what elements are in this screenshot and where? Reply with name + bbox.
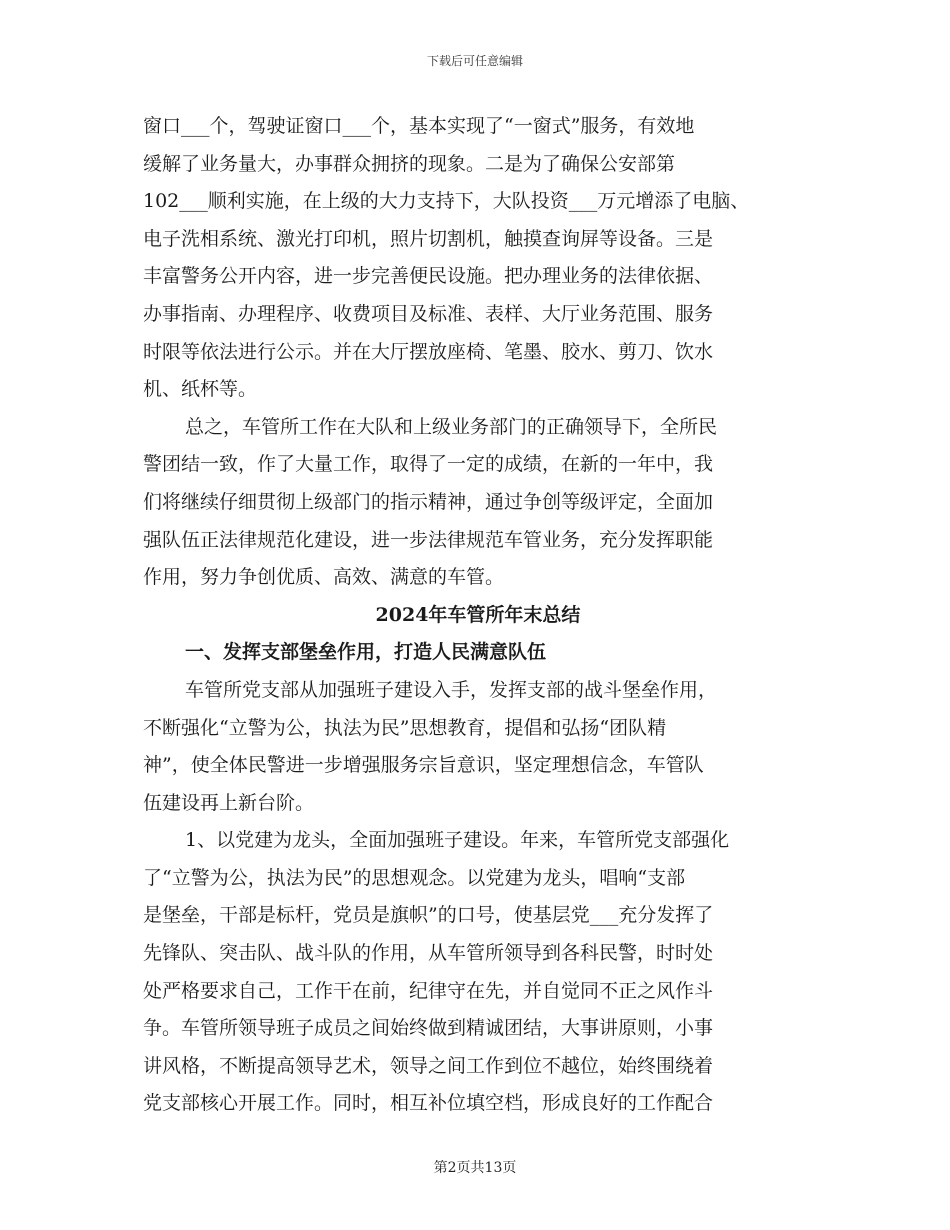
text-line: 作用，努力争创优质、高效、满意的车管。 (143, 566, 505, 589)
text-line: 们将继续仔细贯彻上级部门的指示精神，通过争创等级评定，全面加 (143, 490, 714, 513)
text-line: 讲风格，不断提高领导艺术，领导之间工作到位不越位，始终围绕着 (143, 1054, 714, 1077)
document-title: 2024年车管所年末总结 (375, 603, 581, 626)
document-body (143, 108, 823, 1123)
section-heading: 一、发挥支部堡垒作用，打造人民满意队伍 (185, 641, 547, 664)
text-line: 先锋队、突击队、战斗队的作用，从车管所领导到各科民警，时时处 (143, 942, 714, 965)
text-line: 不断强化“立警为公，执法为民”思想教育，提倡和弘扬“团队精 (143, 716, 667, 739)
text-line: 办事指南、办理程序、收费项目及标准、表样、大厅业务范围、服务 (143, 302, 714, 325)
text-line: 强队伍正法律规范化建设，进一步法律规范车管业务，充分发挥职能 (143, 528, 714, 551)
text-line: 102___顺利实施，在上级的大力支持下，大队投资___万元增添了电脑、 (143, 190, 750, 213)
paragraph-start-line: 总之，车管所工作在大队和上级业务部门的正确领导下，全所民 (185, 415, 718, 438)
paragraph-start-line: 车管所党支部从加强班子建设入手，发挥支部的战斗堡垒作用， (185, 678, 718, 701)
text-line: 神”，使全体民警进一步增强服务宗旨意识，坚定理想信念，车管队 (143, 754, 704, 777)
text-line: 时限等依法进行公示。并在大厅摆放座椅、笔墨、胶水、剪刀、饮水 (143, 340, 714, 363)
text-line: 是堡垒，干部是标杆，党员是旗帜”的口号，使基层党___充分发挥了 (143, 904, 714, 927)
paragraph-start-line: 1、以党建为龙头，全面加强班子建设。年来，车管所党支部强化 (185, 829, 730, 852)
text-line: 警团结一致，作了大量工作，取得了一定的成绩，在新的一年中，我 (143, 453, 714, 476)
text-line: 伍建设再上新台阶。 (143, 791, 315, 814)
text-line: 争。车管所领导班子成员之间始终做到精诚团结，大事讲原则，小事 (143, 1017, 714, 1040)
page-footer: 第2页共13页 (433, 1160, 517, 1176)
text-line: 丰富警务公开内容，进一步完善便民设施。把办理业务的法律依据、 (143, 265, 714, 288)
text-line: 窗口___个，驾驶证窗口___个，基本实现了“一窗式”服务，有效地 (143, 115, 695, 137)
text-line: 处严格要求自己，工作干在前，纪律守在先，并自觉同不正之风作斗 (143, 979, 714, 1002)
text-line: 缓解了业务量大，办事群众拥挤的现象。二是为了确保公安部第 (143, 152, 676, 175)
text-line: 机、纸杯等。 (143, 378, 258, 401)
text-line: 了“立警为公，执法为民”的思想观念。以党建为龙头，唱响“支部 (143, 866, 686, 889)
text-line: 电子洗相系统、激光打印机，照片切割机，触摸查询屏等设备。三是 (143, 227, 714, 250)
text-line: 党支部核心开展工作。同时，相互补位填空档，形成良好的工作配合 (143, 1092, 714, 1115)
page-header: 下载后可任意编辑 (426, 54, 523, 68)
